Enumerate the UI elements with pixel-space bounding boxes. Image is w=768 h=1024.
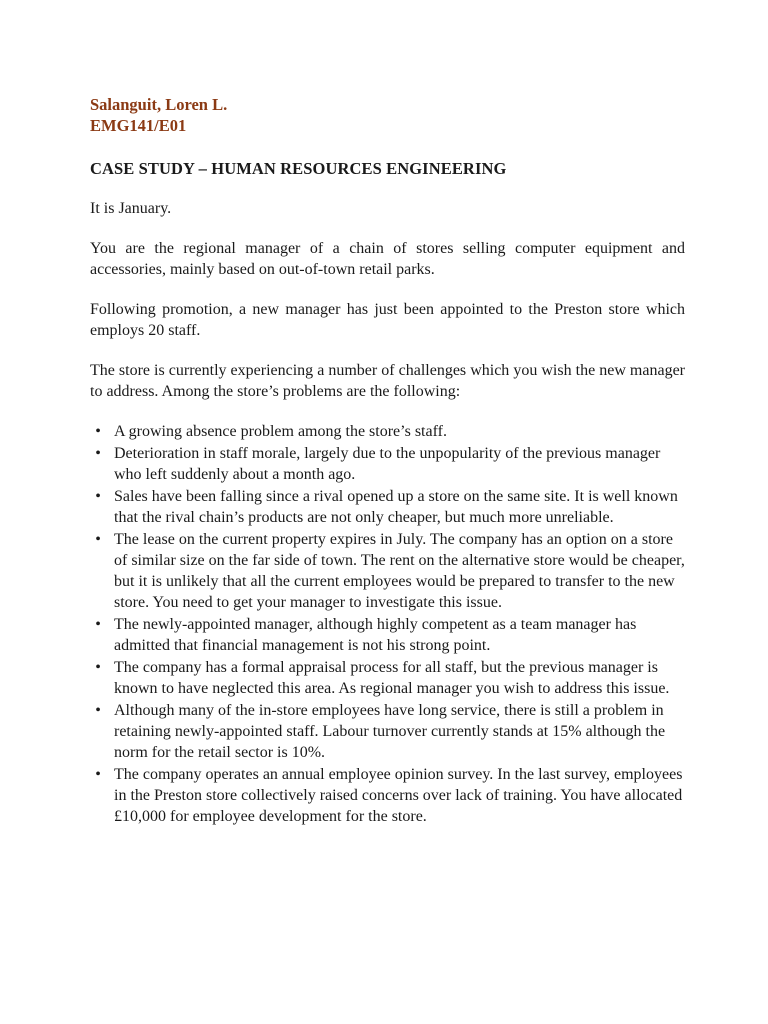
- bullet-icon: •: [95, 659, 101, 676]
- bullet-icon: •: [95, 531, 101, 548]
- list-item: [90, 529, 685, 613]
- bullet-icon: •: [95, 488, 101, 505]
- paragraph: It is January.: [90, 200, 172, 217]
- document-content: [90, 94, 685, 828]
- list-item-text: The company operates an annual employee opinion survey. In the last survey, employees in the Preston store collectively raised concerns over lack of training. You have allocated £10,000 for employee development for the store.: [114, 766, 683, 825]
- bullet-icon: •: [95, 766, 101, 783]
- author-name: Salanguit, Loren L.: [90, 95, 228, 114]
- list-item: [90, 486, 685, 528]
- list-item-text: Although many of the in-store employees have long service, there is still a problem in retaining newly-appointed staff. Labour turnover currently stands at 15% although the norm for the retail sector is 10%.: [114, 702, 666, 761]
- problems-list: [90, 421, 685, 827]
- list-item: [90, 421, 685, 442]
- bullet-icon: •: [95, 702, 101, 719]
- bullet-icon: •: [95, 423, 101, 440]
- list-item-text: The newly-appointed manager, although highly competent as a team manager has admitted that financial management is not his strong point.: [114, 616, 637, 654]
- paragraph: You are the regional manager of a chain of stores selling computer equipment and accessories, mainly based on out-of-town retail parks.: [90, 240, 685, 278]
- bullet-icon: •: [95, 616, 101, 633]
- list-item: [90, 443, 685, 485]
- list-item: [90, 764, 685, 827]
- paragraph: The store is currently experiencing a number of challenges which you wish the new manager to address. Among the store’s problems are the following:: [90, 362, 685, 400]
- paragraph: Following promotion, a new manager has just been appointed to the Preston store which employs 20 staff.: [90, 301, 685, 339]
- list-item-text: The lease on the current property expires in July. The company has an option on a store of similar size on the far side of town. The rent on the alternative store would be cheaper, but it is unlikely that all the current employees would be prepared to transfer to the new store. You need to get your manager to investigate this issue.: [114, 531, 685, 611]
- list-item: [90, 700, 685, 763]
- list-item-text: Sales have been falling since a rival opened up a store on the same site. It is well known that the rival chain’s products are not only cheaper, but much more unreliable.: [114, 488, 678, 526]
- bullet-icon: •: [95, 445, 101, 462]
- course-code: EMG141/E01: [90, 116, 187, 135]
- list-item: [90, 657, 685, 699]
- list-item-text: A growing absence problem among the store’s staff.: [114, 423, 447, 440]
- list-item-text: The company has a formal appraisal process for all staff, but the previous manager is known to have neglected this area. As regional manager you wish to address this issue.: [114, 659, 670, 697]
- list-item-text: Deterioration in staff morale, largely due to the unpopularity of the previous manager who left suddenly about a month ago.: [114, 445, 661, 483]
- document-title: CASE STUDY – HUMAN RESOURCES ENGINEERING: [90, 159, 507, 178]
- list-item: [90, 614, 685, 656]
